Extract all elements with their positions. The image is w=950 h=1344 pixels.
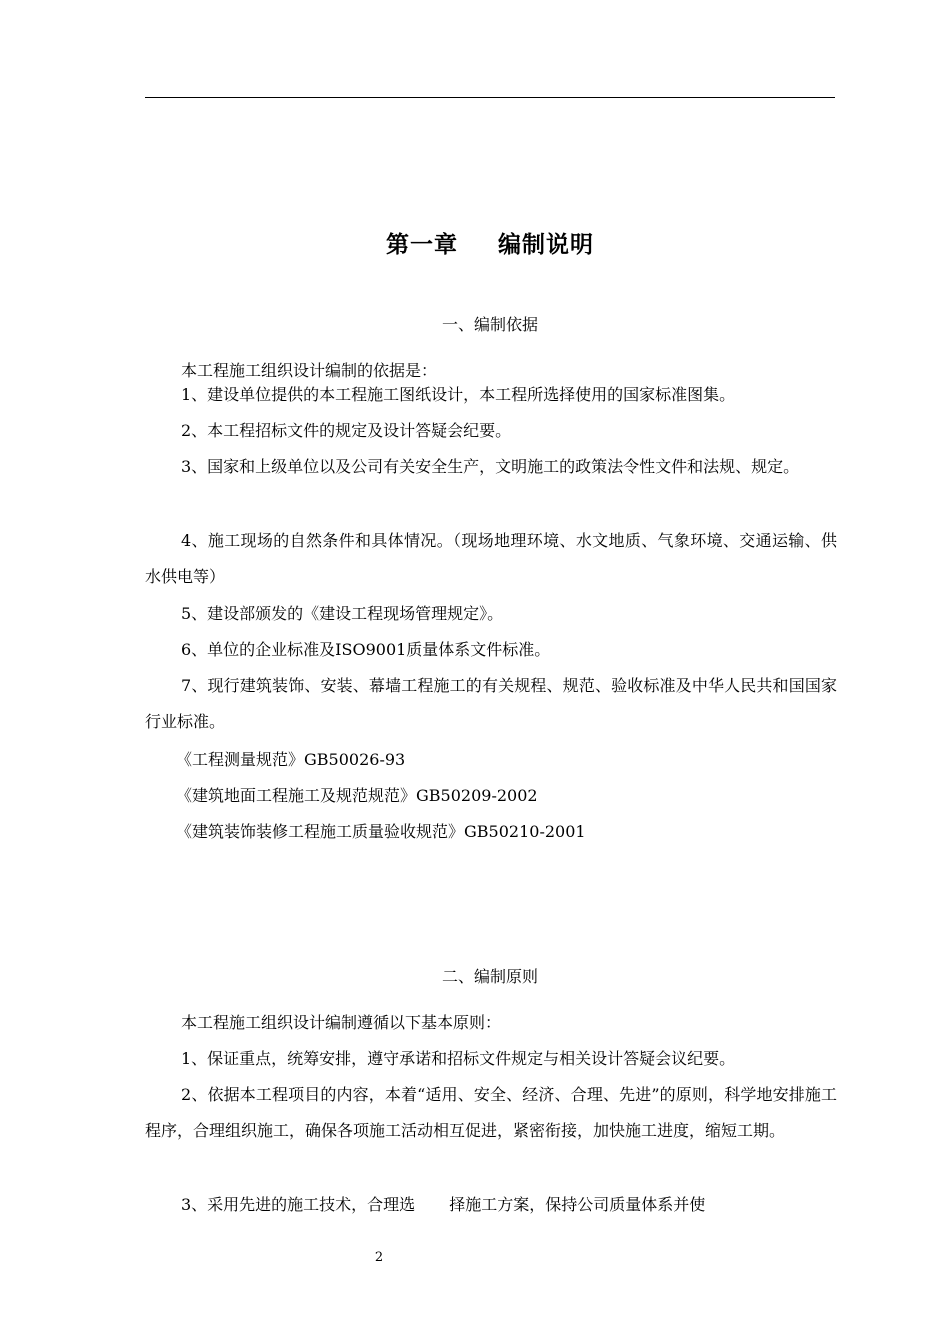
standard-reference: 《建筑地面工程施工及规范规范》GB50209-2002	[176, 786, 538, 805]
section-heading-principles: 二、编制原则	[441, 967, 538, 986]
paragraph: 4、施工现场的自然条件和具体情况。（现场地理环境、水文地质、气象环境、交通运输、供水供电等）	[145, 531, 837, 586]
paragraph: 2、本工程招标文件的规定及设计答疑会纪要。	[181, 421, 512, 440]
section-heading-basis: 一、编制依据	[441, 315, 538, 334]
standard-reference: 《建筑装饰装修工程施工质量验收规范》GB50210-2001	[176, 822, 586, 841]
chapter-number: 第一章	[386, 232, 458, 258]
paragraph-segment: 3、采用先进的施工技术，合理选	[181, 1195, 416, 1214]
standard-reference: 《工程测量规范》GB50026-93	[176, 750, 406, 769]
paragraph: 7、现行建筑装饰、安装、幕墙工程施工的有关规程、规范、验收标准及中华人民共和国国家行业标准。	[145, 676, 837, 731]
paragraph	[145, 1187, 837, 1223]
paragraph: 3、国家和上级单位以及公司有关安全生产，文明施工的政策法令性文件和法规、规定。	[181, 457, 800, 476]
header-rule	[145, 97, 835, 98]
paragraph: 2、依据本工程项目的内容，本着“适用、安全、经济、合理、先进”的原则，科学地安排施工程序，合理组织施工，确保各项施工活动相互促进，紧密衔接，加快施工进度，缩短工期。	[145, 1085, 837, 1140]
chapter-name: 编制说明	[498, 232, 594, 258]
paragraph: 6、单位的企业标准及ISO9001质量体系文件标准。	[181, 640, 551, 659]
paragraph: 本工程施工组织设计编制的依据是：	[181, 361, 438, 380]
paragraph: 1、保证重点，统筹安排，遵守承诺和招标文件规定与相关设计答疑会议纪要。	[181, 1049, 736, 1068]
paragraph: 1、建设单位提供的本工程施工图纸设计，本工程所选择使用的国家标准图集。	[181, 385, 736, 404]
paragraph-segment: 择施工方案，保持公司质量体系并使	[449, 1195, 706, 1214]
paragraph: 本工程施工组织设计编制遵循以下基本原则：	[181, 1013, 502, 1032]
page-number: 2	[374, 1250, 384, 1265]
chapter-title	[0, 226, 950, 259]
paragraph: 5、建设部颁发的《建设工程现场管理规定》。	[181, 604, 504, 623]
